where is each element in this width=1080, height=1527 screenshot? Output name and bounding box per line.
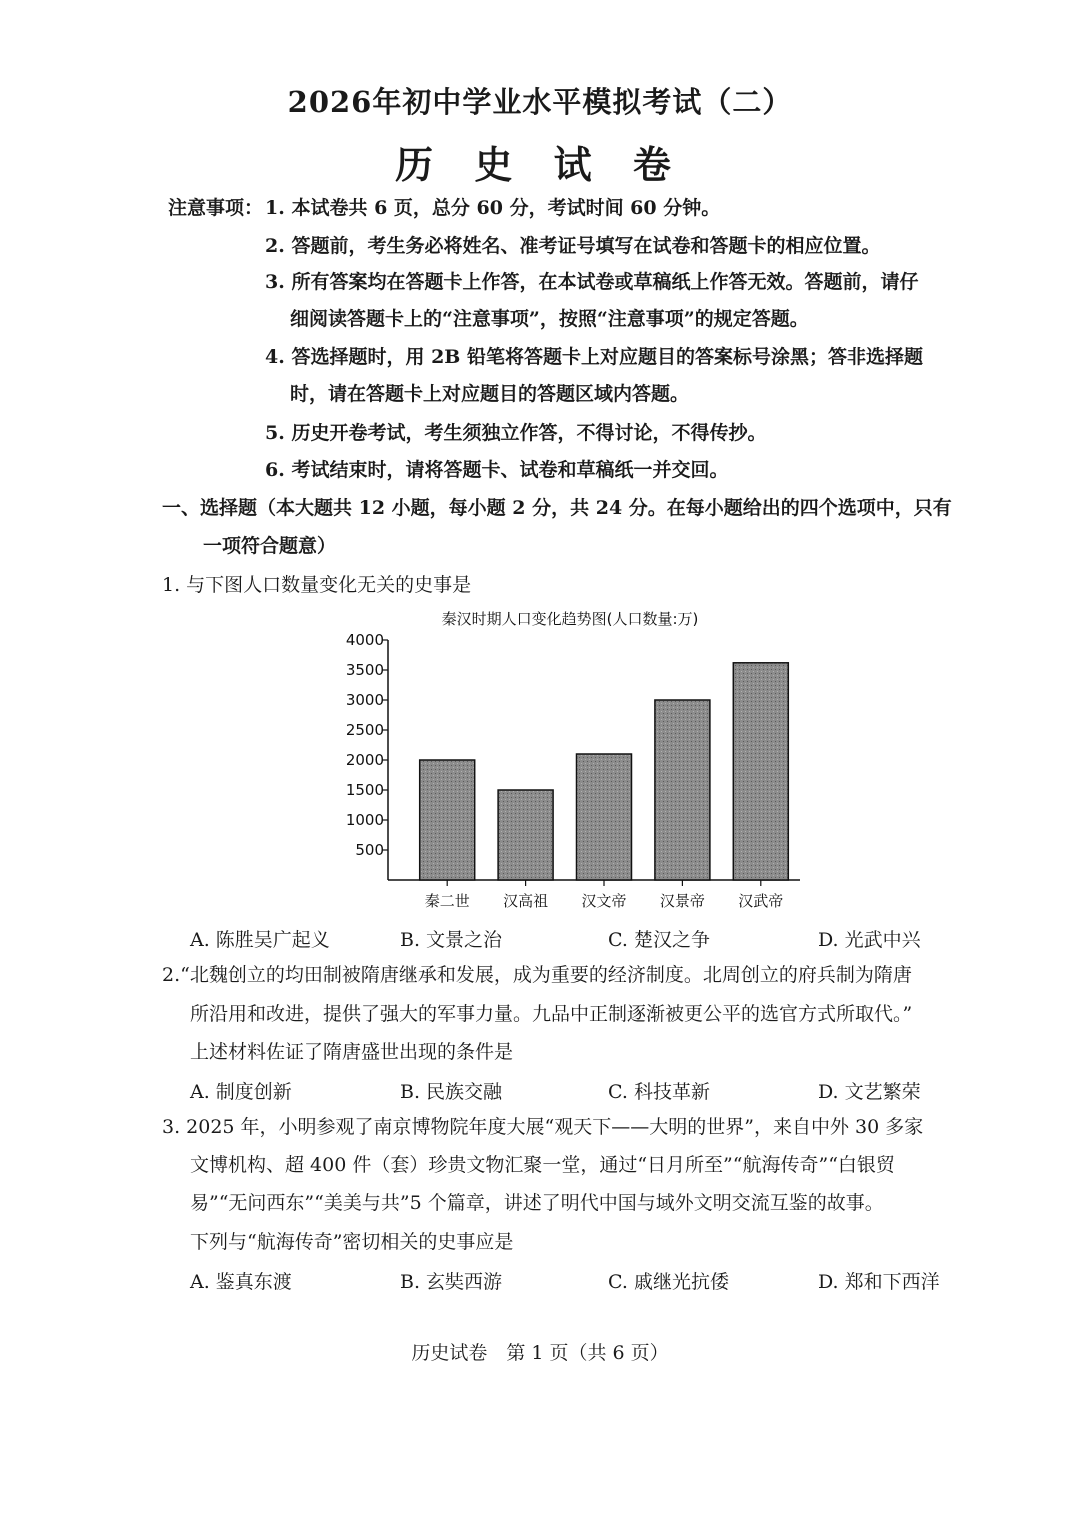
notice-item: 3. 所有答案均在答题卡上作答，在本试卷或草稿纸上作答无效。答题前，请仔 [265, 271, 919, 293]
notice-item: 5. 历史开卷考试，考生须独立作答，不得讨论，不得传抄。 [265, 422, 767, 444]
question-2-line: 2.“北魏创立的均田制被隋唐继承和发展，成为重要的经济制度。北周创立的府兵制为隋唐 [162, 964, 912, 986]
option-a[interactable]: A. 陈胜吴广起义 [190, 929, 330, 951]
bar-5 [733, 663, 788, 880]
chart-plot-area [346, 610, 800, 910]
section-heading-line: 一项符合题意） [203, 535, 337, 557]
x-tick-label: 汉文帝 [581, 892, 627, 910]
x-tick-label: 汉高祖 [503, 892, 549, 910]
option-c[interactable]: C. 戚继光抗倭 [608, 1271, 729, 1293]
bar-2 [498, 790, 553, 880]
x-tick-label: 汉武帝 [738, 892, 784, 910]
exam-title: 2026年初中学业水平模拟考试（二） [287, 85, 793, 119]
notice-item: 4. 答选择题时，用 2B 铅笔将答题卡上对应题目的答案标号涂黑；答非选择题 [265, 346, 923, 368]
question-3-line: 易”“无问西东”“美美与共”5 个篇章，讲述了明代中国与域外文明交流互鉴的故事。 [190, 1192, 884, 1214]
y-tick-label: 3000 [345, 691, 384, 709]
option-d[interactable]: D. 光武中兴 [818, 929, 921, 951]
notice-item: 6. 考试结束时，请将答题卡、试卷和草稿纸一并交回。 [265, 459, 729, 481]
y-tick-label: 1000 [345, 811, 384, 829]
option-d[interactable]: D. 郑和下西洋 [818, 1271, 940, 1293]
option-b[interactable]: B. 玄奘西游 [400, 1271, 503, 1293]
question-2-line: 上述材料佐证了隋唐盛世出现的条件是 [190, 1041, 514, 1063]
question-3-line: 文博机构、超 400 件（套）珍贵文物汇聚一堂，通过“日月所至”“航海传奇”“白银贸 [190, 1154, 895, 1176]
notice-item: 1. 本试卷共 6 页，总分 60 分，考试时间 60 分钟。 [265, 197, 721, 219]
question-3-line: 3. 2025 年，小明参观了南京博物院年度大展“观天下——大明的世界”，来自中外 30 多家 [162, 1116, 924, 1138]
x-tick-label: 汉景帝 [659, 892, 705, 910]
y-tick-label: 4000 [345, 631, 384, 649]
notice-label: 注意事项： [168, 197, 264, 219]
page-footer: 历史试卷 第 1 页（共 6 页） [411, 1342, 669, 1364]
paper-subject-title: 历 史 试 卷 [395, 142, 685, 187]
x-tick-label: 秦二世 [424, 892, 470, 910]
y-tick-label: 500 [355, 841, 384, 859]
chart-title: 秦汉时期人口变化趋势图(人口数量:万) [441, 610, 699, 628]
option-a[interactable]: A. 制度创新 [190, 1081, 292, 1103]
question-3-line: 下列与“航海传奇”密切相关的史事应是 [190, 1231, 514, 1253]
option-a[interactable]: A. 鉴真东渡 [190, 1271, 292, 1293]
option-d[interactable]: D. 文艺繁荣 [818, 1081, 921, 1103]
bar-3 [577, 754, 632, 880]
y-tick-label: 2500 [345, 721, 384, 739]
option-c[interactable]: C. 楚汉之争 [608, 929, 710, 951]
option-b[interactable]: B. 文景之治 [400, 929, 503, 951]
y-tick-label: 1500 [345, 781, 384, 799]
bar-4 [655, 700, 710, 880]
bar-1 [420, 760, 475, 880]
option-c[interactable]: C. 科技革新 [608, 1081, 710, 1103]
y-tick-label: 3500 [345, 661, 384, 679]
question-1-stem: 1. 与下图人口数量变化无关的史事是 [162, 574, 472, 596]
y-tick-label: 2000 [345, 751, 384, 769]
option-b[interactable]: B. 民族交融 [400, 1081, 503, 1103]
section-heading-line: 一、选择题（本大题共 12 小题，每小题 2 分，共 24 分。在每小题给出的四个选项中，只有 [162, 497, 952, 519]
notice-item-continued: 细阅读答题卡上的“注意事项”，按照“注意事项”的规定答题。 [290, 308, 809, 330]
notice-item-continued: 时，请在答题卡上对应题目的答题区域内答题。 [290, 383, 690, 405]
population-bar-chart [330, 600, 810, 920]
question-2-line: 所沿用和改进，提供了强大的军事力量。九品中正制逐渐被更公平的选官方式所取代。” [190, 1003, 913, 1025]
notice-item: 2. 答题前，考生务必将姓名、准考证号填写在试卷和答题卡的相应位置。 [265, 235, 881, 257]
